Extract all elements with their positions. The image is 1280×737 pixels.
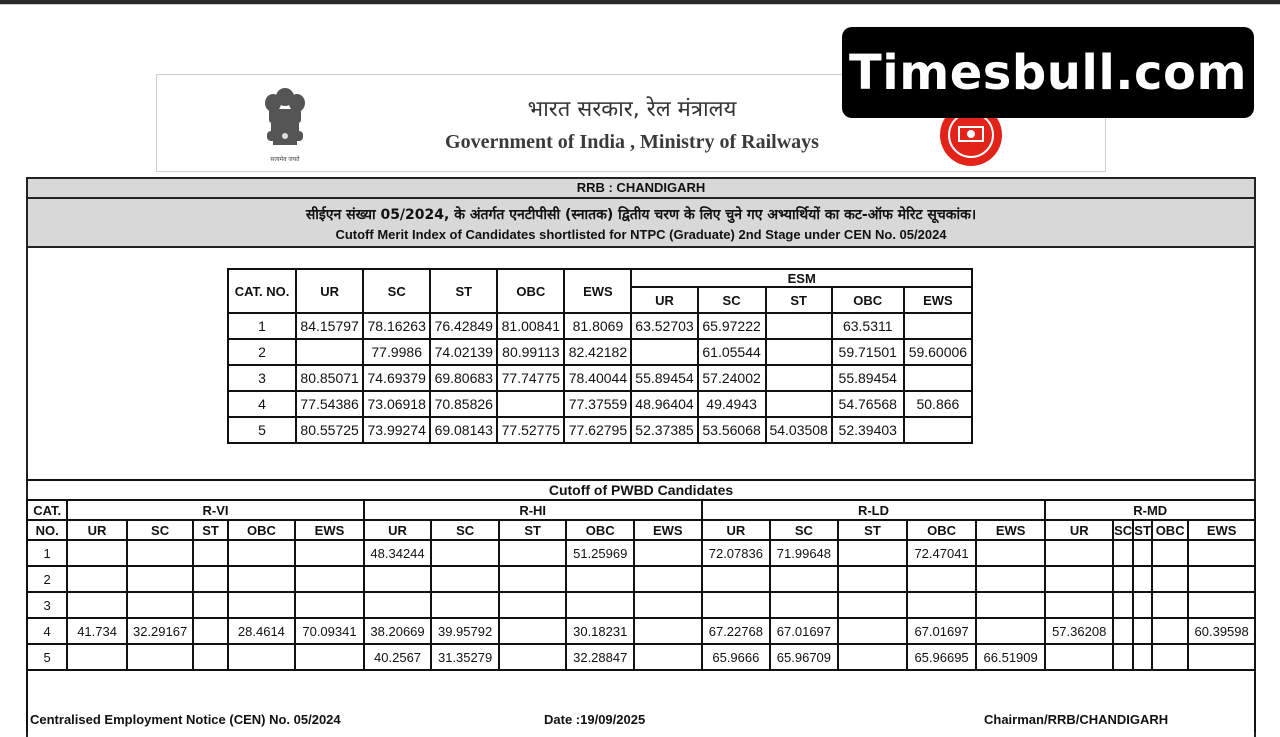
col-header: EWS <box>564 269 631 313</box>
pwbd-col-header: ST <box>499 520 567 540</box>
table-cell <box>904 313 972 339</box>
table-cell <box>193 592 227 618</box>
table-cell: 69.80683 <box>430 365 497 391</box>
table-cell <box>976 566 1046 592</box>
table-cell <box>634 540 702 566</box>
pwbd-col-header: UR <box>702 520 771 540</box>
table-cell <box>1152 592 1188 618</box>
table-cell: 67.22768 <box>702 618 771 644</box>
table-row <box>27 540 1255 566</box>
table-cell <box>838 566 908 592</box>
pwbd-col-header: SC <box>127 520 194 540</box>
notice-date: Date :19/09/2025 <box>544 712 646 727</box>
table-cell: 77.52775 <box>497 417 564 443</box>
pwbd-col-header: ST <box>1133 520 1152 540</box>
table-cell: 4 <box>27 618 67 644</box>
table-cell: 32.28847 <box>566 644 634 670</box>
table-cell: 73.06918 <box>363 391 430 417</box>
cen-notice: Centralised Employment Notice (CEN) No. 05/2024 <box>30 712 341 727</box>
pwbd-col-header: SC <box>1113 520 1133 540</box>
table-cell: 73.99274 <box>363 417 430 443</box>
table-cell: 55.89454 <box>631 365 697 391</box>
table-cell <box>296 339 363 365</box>
table-cell <box>702 592 771 618</box>
pwbd-col-header: SC <box>431 520 499 540</box>
pwbd-group-header: R-LD <box>702 500 1046 520</box>
table-cell <box>499 618 567 644</box>
table-cell: 70.09341 <box>295 618 364 644</box>
table-cell <box>1113 592 1133 618</box>
table-cell <box>904 417 972 443</box>
table-cell <box>907 592 976 618</box>
table-cell <box>1045 644 1113 670</box>
pwbd-title: Cutoff of PWBD Candidates <box>26 479 1256 501</box>
table-row <box>27 618 1255 644</box>
table-cell <box>431 566 499 592</box>
table-cell: 63.5311 <box>832 313 904 339</box>
table-cell: 77.37559 <box>564 391 631 417</box>
pwbd-col-header: OBC <box>907 520 976 540</box>
table-cell: 48.34244 <box>364 540 432 566</box>
table-cell <box>976 592 1046 618</box>
table-row <box>228 339 972 365</box>
table-cell: 54.03508 <box>766 417 832 443</box>
table-cell: 81.8069 <box>564 313 631 339</box>
table-cell: 77.54386 <box>296 391 363 417</box>
table-cell <box>766 365 832 391</box>
table-cell <box>904 365 972 391</box>
table-cell <box>67 566 126 592</box>
esm-col-header: EWS <box>904 287 972 313</box>
table-cell <box>431 540 499 566</box>
table-cell <box>1133 644 1152 670</box>
table-cell <box>566 592 634 618</box>
table-cell: 72.47041 <box>907 540 976 566</box>
table-row <box>27 644 1255 670</box>
table-cell <box>634 618 702 644</box>
table-cell: 80.99113 <box>497 339 564 365</box>
national-emblem-icon <box>257 85 313 163</box>
table-row <box>228 391 972 417</box>
rrb-header: RRB : CHANDIGARH <box>26 177 1256 199</box>
esm-col-header: ST <box>766 287 832 313</box>
table-cell: 1 <box>228 313 296 339</box>
table-cell: 32.29167 <box>127 618 194 644</box>
table-cell: 5 <box>27 644 67 670</box>
table-cell <box>127 540 194 566</box>
table-cell <box>1188 644 1255 670</box>
table-cell: 77.9986 <box>363 339 430 365</box>
table-cell: 76.42849 <box>430 313 497 339</box>
table-cell <box>1152 644 1188 670</box>
table-cell <box>295 644 364 670</box>
table-cell: 59.60006 <box>904 339 972 365</box>
table-cell: 52.39403 <box>832 417 904 443</box>
table-row <box>27 592 1255 618</box>
pwbd-col-header: ST <box>838 520 908 540</box>
table-cell: 65.96709 <box>770 644 838 670</box>
table-cell <box>770 566 838 592</box>
table-cell <box>364 566 432 592</box>
table-row <box>27 566 1255 592</box>
table-cell <box>1133 592 1152 618</box>
table-cell <box>67 644 126 670</box>
table-cell: 74.69379 <box>363 365 430 391</box>
table-cell <box>67 592 126 618</box>
watermark-badge: Timesbull.com <box>842 27 1254 118</box>
table-cell: 63.52703 <box>631 313 697 339</box>
table-cell: 41.734 <box>67 618 126 644</box>
table-cell: 49.4943 <box>698 391 766 417</box>
table-cell <box>1045 566 1113 592</box>
table-cell <box>228 644 296 670</box>
table-cell: 84.15797 <box>296 313 363 339</box>
table-cell <box>1188 566 1255 592</box>
pwbd-col-header: OBC <box>566 520 634 540</box>
table-cell <box>193 644 227 670</box>
col-header: ST <box>430 269 497 313</box>
pwbd-group-header: R-VI <box>67 500 363 520</box>
table-cell <box>499 644 567 670</box>
table-cell <box>127 644 194 670</box>
table-cell <box>228 566 296 592</box>
table-cell <box>631 339 697 365</box>
table-cell <box>193 566 227 592</box>
pwbd-col-header: EWS <box>1188 520 1255 540</box>
table-cell: 67.01697 <box>907 618 976 644</box>
table-cell: 69.08143 <box>430 417 497 443</box>
table-cell <box>838 592 908 618</box>
table-cell <box>295 540 364 566</box>
table-cell: 5 <box>228 417 296 443</box>
table-cell <box>364 592 432 618</box>
table-cell <box>976 540 1046 566</box>
table-cell <box>228 592 296 618</box>
pwbd-col-header: SC <box>770 520 838 540</box>
table-cell: 82.42182 <box>564 339 631 365</box>
esm-col-header: SC <box>698 287 766 313</box>
pwbd-col-header: UR <box>1045 520 1113 540</box>
table-cell <box>497 391 564 417</box>
table-cell: 80.55725 <box>296 417 363 443</box>
table-cell: 81.00841 <box>497 313 564 339</box>
table-cell: 3 <box>228 365 296 391</box>
table-cell <box>1188 540 1255 566</box>
table-cell: 54.76568 <box>832 391 904 417</box>
table-cell: 3 <box>27 592 67 618</box>
table-cell: 78.40044 <box>564 365 631 391</box>
table-cell <box>976 618 1046 644</box>
table-cell: 71.99648 <box>770 540 838 566</box>
table-cell <box>838 540 908 566</box>
pwbd-col-header: UR <box>364 520 432 540</box>
table-cell <box>838 644 908 670</box>
table-row <box>228 365 972 391</box>
table-cell: 65.9666 <box>702 644 771 670</box>
table-cell: 60.39598 <box>1188 618 1255 644</box>
table-cell: 70.85826 <box>430 391 497 417</box>
table-cell <box>1045 592 1113 618</box>
cutoff-table <box>227 268 973 444</box>
table-cell: 1 <box>27 540 67 566</box>
table-cell: 65.97222 <box>698 313 766 339</box>
table-cell <box>634 644 702 670</box>
table-cell: 52.37385 <box>631 417 697 443</box>
table-cell: 38.20669 <box>364 618 432 644</box>
table-cell: 66.51909 <box>976 644 1046 670</box>
table-cell <box>1152 566 1188 592</box>
table-cell <box>499 566 567 592</box>
table-cell: 51.25969 <box>566 540 634 566</box>
table-row <box>228 417 972 443</box>
table-cell <box>1113 566 1133 592</box>
table-cell: 31.35279 <box>431 644 499 670</box>
table-cell <box>127 592 194 618</box>
table-cell <box>431 592 499 618</box>
table-cell <box>1133 566 1152 592</box>
table-cell <box>702 566 771 592</box>
table-cell <box>1152 540 1188 566</box>
table-cell <box>1045 540 1113 566</box>
esm-header: ESM <box>631 269 972 287</box>
col-header: UR <box>296 269 363 313</box>
table-cell: 55.89454 <box>832 365 904 391</box>
table-cell: 80.85071 <box>296 365 363 391</box>
table-cell: 57.24002 <box>698 365 766 391</box>
table-cell <box>193 618 227 644</box>
table-cell <box>1133 540 1152 566</box>
table-cell: 50.866 <box>904 391 972 417</box>
pwbd-col-header: EWS <box>976 520 1046 540</box>
esm-col-header: UR <box>631 287 697 313</box>
signatory: Chairman/RRB/CHANDIGARH <box>984 712 1169 727</box>
table-cell: 72.07836 <box>702 540 771 566</box>
table-cell <box>499 592 567 618</box>
table-cell: 48.96404 <box>631 391 697 417</box>
table-cell <box>634 592 702 618</box>
table-cell <box>766 339 832 365</box>
table-cell <box>295 592 364 618</box>
table-cell <box>634 566 702 592</box>
table-cell: 67.01697 <box>770 618 838 644</box>
pwbd-table <box>26 499 1256 671</box>
document-title <box>26 197 1256 248</box>
col-header: OBC <box>497 269 564 313</box>
cat-no-header: CAT. NO. <box>228 269 296 313</box>
esm-col-header: OBC <box>832 287 904 313</box>
table-cell <box>838 618 908 644</box>
table-cell: 53.56068 <box>698 417 766 443</box>
table-cell <box>1113 540 1133 566</box>
table-cell: 2 <box>228 339 296 365</box>
table-cell: 40.2567 <box>364 644 432 670</box>
table-cell <box>127 566 194 592</box>
letterhead-english: Government of India , Ministry of Railways <box>445 131 819 153</box>
no-header: NO. <box>27 520 67 540</box>
pwbd-col-header: OBC <box>228 520 296 540</box>
table-cell: 57.36208 <box>1045 618 1113 644</box>
table-cell <box>1152 618 1188 644</box>
table-cell <box>295 566 364 592</box>
title-english: Cutoff Merit Index of Candidates shortlisted for NTPC (Graduate) 2nd Stage under CEN No. 05/2024 <box>335 227 947 242</box>
table-row <box>228 313 972 339</box>
table-cell: 78.16263 <box>363 313 430 339</box>
pwbd-col-header: OBC <box>1152 520 1188 540</box>
top-border-line <box>0 4 1280 5</box>
letterhead-hindi: भारत सरकार, रेल मंत्रालय <box>527 97 737 122</box>
table-cell: 77.74775 <box>497 365 564 391</box>
table-cell <box>499 540 567 566</box>
col-header: SC <box>363 269 430 313</box>
table-cell <box>1188 592 1255 618</box>
table-cell: 30.18231 <box>566 618 634 644</box>
pwbd-col-header: EWS <box>634 520 702 540</box>
pwbd-group-header: R-MD <box>1045 500 1255 520</box>
table-cell <box>1113 618 1133 644</box>
table-cell <box>193 540 227 566</box>
table-cell: 61.05544 <box>698 339 766 365</box>
table-cell <box>1113 644 1133 670</box>
table-cell: 28.4614 <box>228 618 296 644</box>
table-cell <box>770 592 838 618</box>
table-cell <box>67 540 126 566</box>
pwbd-col-header: ST <box>193 520 227 540</box>
emblem-motto: सत्यमेव जयते <box>270 157 300 163</box>
table-cell: 77.62795 <box>564 417 631 443</box>
table-cell: 2 <box>27 566 67 592</box>
pwbd-col-header: UR <box>67 520 126 540</box>
cat-header: CAT. <box>27 500 67 520</box>
table-cell: 4 <box>228 391 296 417</box>
table-cell <box>566 566 634 592</box>
table-cell <box>228 540 296 566</box>
table-cell <box>1133 618 1152 644</box>
table-cell: 59.71501 <box>832 339 904 365</box>
table-cell: 74.02139 <box>430 339 497 365</box>
title-hindi: सीईएन संख्या 05/2024, के अंतर्गत एनटीपीसी (स्नातक) द्वितीय चरण के लिए चुने गए अभ्यार्थियों का कट-ऑफ मेरिट सूचकांक। <box>305 207 977 223</box>
table-cell <box>907 566 976 592</box>
table-cell <box>766 313 832 339</box>
table-cell <box>766 391 832 417</box>
pwbd-group-header: R-HI <box>364 500 702 520</box>
table-cell: 39.95792 <box>431 618 499 644</box>
table-cell: 65.96695 <box>907 644 976 670</box>
pwbd-col-header: EWS <box>295 520 364 540</box>
